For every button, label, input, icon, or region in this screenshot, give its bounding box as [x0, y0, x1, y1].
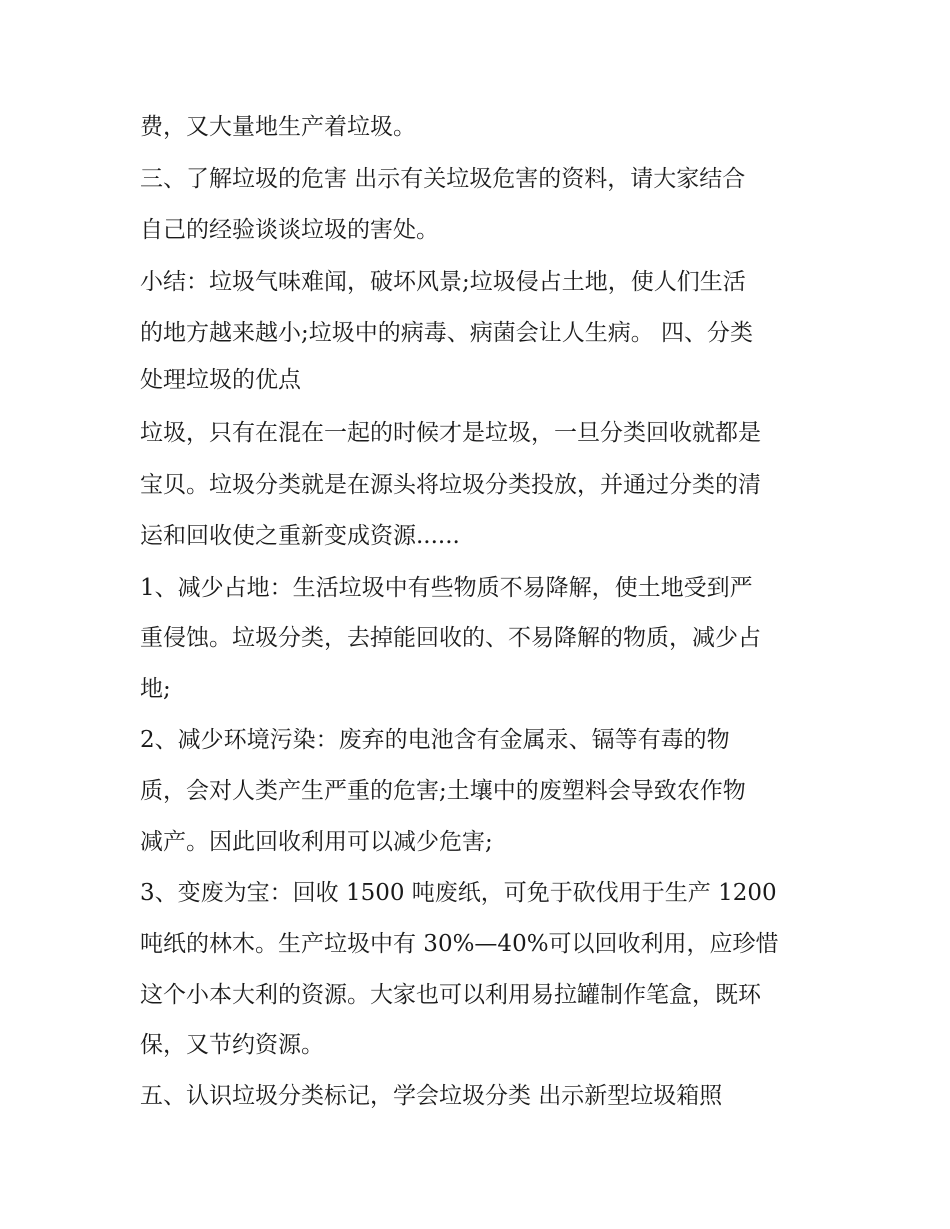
text-line: 这个小本大利的资源。大家也可以利用易拉罐制作笔盒，既环 [140, 982, 761, 1008]
text-line: 运和回收使之重新变成资源...... [140, 523, 460, 549]
text-line: 1、减少占地：生活垃圾中有些物质不易降解，使土地受到严 [140, 575, 753, 601]
text-line: 2、减少环境污染：废弃的电池含有金属汞、镉等有毒的物 [140, 727, 730, 753]
text-line: 三、了解垃圾的危害 出示有关垃圾危害的资料，请大家结合 [140, 166, 746, 192]
text-line: 费，又大量地生产着垃圾。 [140, 114, 416, 140]
text-line: 质，会对人类产生严重的危害;土壤中的废塑料会导致农作物 [140, 778, 746, 804]
text-line: 五、认识垃圾分类标记，学会垃圾分类 出示新型垃圾箱照 [140, 1083, 723, 1109]
text-line: 的地方越来越小;垃圾中的病毒、病菌会让人生病。 四、分类 [140, 320, 754, 346]
text-line: 小结：垃圾气味难闻，破坏风景;垃圾侵占土地，使人们生活 [140, 269, 746, 295]
text-line: 减产。因此回收利用可以减少危害; [140, 829, 493, 855]
text-line: 宝贝。垃圾分类就是在源头将垃圾分类投放，并通过分类的清 [140, 472, 761, 498]
text-line: 保，又节约资源。 [140, 1032, 324, 1058]
text-line: 重侵蚀。垃圾分类，去掉能回收的、不易降解的物质，减少占 [140, 625, 761, 651]
text-line: 垃圾，只有在混在一起的时候才是垃圾，一旦分类回收就都是 [140, 420, 761, 446]
text-line: 处理垃圾的优点 [140, 367, 301, 393]
text-line: 地; [140, 676, 171, 702]
text-line: 自己的经验谈谈垃圾的害处。 [140, 217, 439, 243]
text-line: 吨纸的林木。生产垃圾中有 30%—40%可以回收利用，应珍惜 [140, 931, 779, 957]
text-line: 3、变废为宝：回收 1500 吨废纸，可免于砍伐用于生产 1200 [140, 880, 777, 906]
